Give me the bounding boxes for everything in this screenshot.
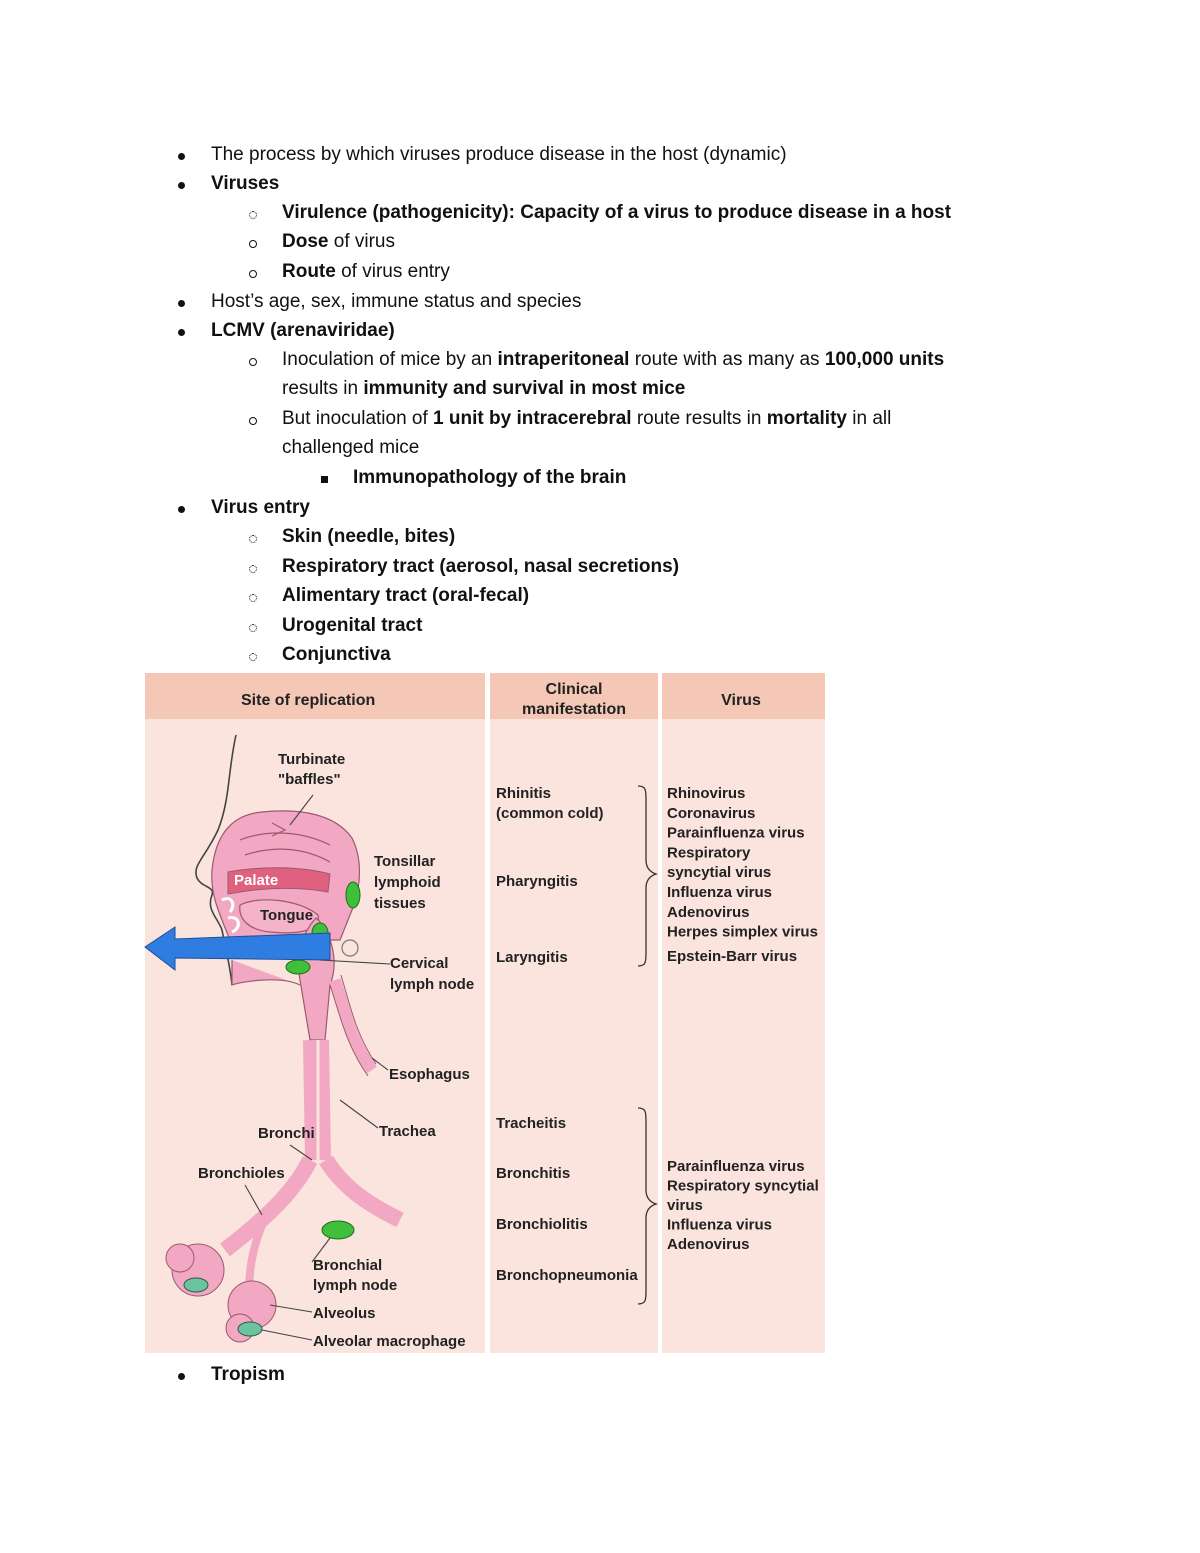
label-cervical: lymph node bbox=[390, 976, 475, 993]
note-line: Viruses bbox=[211, 173, 280, 194]
note-line: Host’s age, sex, immune status and species bbox=[211, 291, 582, 312]
virus-name: Parainfluenza virus bbox=[667, 1158, 805, 1175]
label-bronchial: lymph node bbox=[313, 1277, 398, 1294]
clinical-pharyngitis: Pharyngitis bbox=[496, 873, 578, 890]
virus-name: Respiratory syncytial bbox=[667, 1177, 819, 1195]
alveolar-macrophage-2 bbox=[238, 1322, 262, 1336]
label-bronchial: Bronchial bbox=[313, 1257, 383, 1274]
note-line: Respiratory tract (aerosol, nasal secretions) bbox=[282, 556, 680, 577]
label-tonsillar: tissues bbox=[374, 895, 426, 912]
note-line: LCMV (arenaviridae) bbox=[211, 320, 395, 341]
label-bronchi: Bronchi bbox=[258, 1125, 315, 1142]
clinical-bronchopneumonia: Bronchopneumonia bbox=[496, 1267, 638, 1284]
header-virus: Virus bbox=[721, 692, 761, 709]
label-cervical: Cervical bbox=[390, 955, 449, 972]
virus-name: Respiratory bbox=[667, 844, 751, 862]
label-trachea: Trachea bbox=[379, 1123, 436, 1140]
label-palate: Palate bbox=[234, 872, 279, 889]
virus-name: virus bbox=[667, 1197, 703, 1214]
label-alveolus: Alveolus bbox=[313, 1305, 376, 1322]
label-tonsillar: Tonsillar bbox=[374, 853, 436, 870]
virus-name: Influenza virus bbox=[667, 884, 773, 901]
label-esophagus: Esophagus bbox=[389, 1066, 470, 1083]
clinical-bronchiolitis: Bronchiolitis bbox=[496, 1216, 588, 1233]
virus-name: Influenza virus bbox=[667, 1216, 773, 1234]
note-line: Dose of virus bbox=[282, 231, 395, 252]
virus-name: Rhinovirus bbox=[667, 785, 746, 802]
cervical-lymph-node bbox=[286, 960, 310, 974]
virus-name: Herpes simplex virus bbox=[667, 923, 818, 941]
label-turbinate: "baffles" bbox=[278, 771, 341, 788]
alveolus-cluster-1b bbox=[166, 1244, 194, 1272]
header-clinical: Clinical bbox=[545, 681, 603, 698]
label-bronchioles: Bronchioles bbox=[198, 1165, 285, 1182]
note-line: Inoculation of mice by an intraperitoneal route with as many as 100,000 units bbox=[282, 349, 945, 370]
note-line: Alimentary tract (oral-fecal) bbox=[282, 585, 530, 606]
virus-name: Parainfluenza virus bbox=[667, 824, 805, 842]
virus-ebv: Epstein-Barr virus bbox=[667, 948, 798, 965]
bronchial-lymph-node bbox=[322, 1221, 354, 1239]
virus-name: Adenovirus bbox=[667, 903, 750, 921]
note-line: Route of virus entry bbox=[282, 261, 450, 282]
tonsillar-lymphoid-tissue bbox=[346, 882, 360, 908]
note-line: results in immunity and survival in most mice bbox=[282, 378, 686, 399]
virus-name: Adenovirus bbox=[667, 1236, 750, 1253]
note-line: Urogenital tract bbox=[282, 615, 423, 636]
label-alveolar-macrophage: Alveolar macrophage bbox=[313, 1333, 466, 1350]
clinical-rhinitis: Rhinitis bbox=[496, 785, 551, 802]
clinical-laryngitis: Laryngitis bbox=[496, 949, 568, 966]
header-site: Site of replication bbox=[241, 692, 376, 709]
clinical-tracheitis: Tracheitis bbox=[496, 1115, 567, 1132]
note-line: Virus entry bbox=[211, 497, 310, 518]
note-line: Immunopathology of the brain bbox=[353, 467, 627, 488]
label-tongue: Tongue bbox=[260, 907, 314, 924]
note-line: Conjunctiva bbox=[282, 644, 391, 665]
virus-name: syncytial virus bbox=[667, 864, 772, 882]
note-line: Tropism bbox=[211, 1364, 285, 1385]
note-line: Skin (needle, bites) bbox=[282, 526, 456, 547]
note-line: challenged mice bbox=[282, 437, 420, 458]
label-tonsillar: lymphoid bbox=[374, 874, 441, 891]
label-turbinate: Turbinate bbox=[278, 751, 346, 768]
clinical-rhinitis: (common cold) bbox=[496, 805, 604, 822]
header-clinical: manifestation bbox=[521, 701, 627, 718]
alveolar-macrophage-1 bbox=[184, 1278, 208, 1292]
note-line: Virulence (pathogenicity): Capacity of a virus to produce disease in a host bbox=[282, 202, 952, 223]
clinical-bronchitis: Bronchitis bbox=[496, 1165, 571, 1182]
note-line: But inoculation of 1 unit by intracerebral route results in mortality in all bbox=[282, 408, 892, 429]
panel-clinical-bg bbox=[490, 673, 658, 1353]
note-line: The process by which viruses produce disease in the host (dynamic) bbox=[211, 144, 787, 165]
virus-name: Coronavirus bbox=[667, 804, 756, 822]
